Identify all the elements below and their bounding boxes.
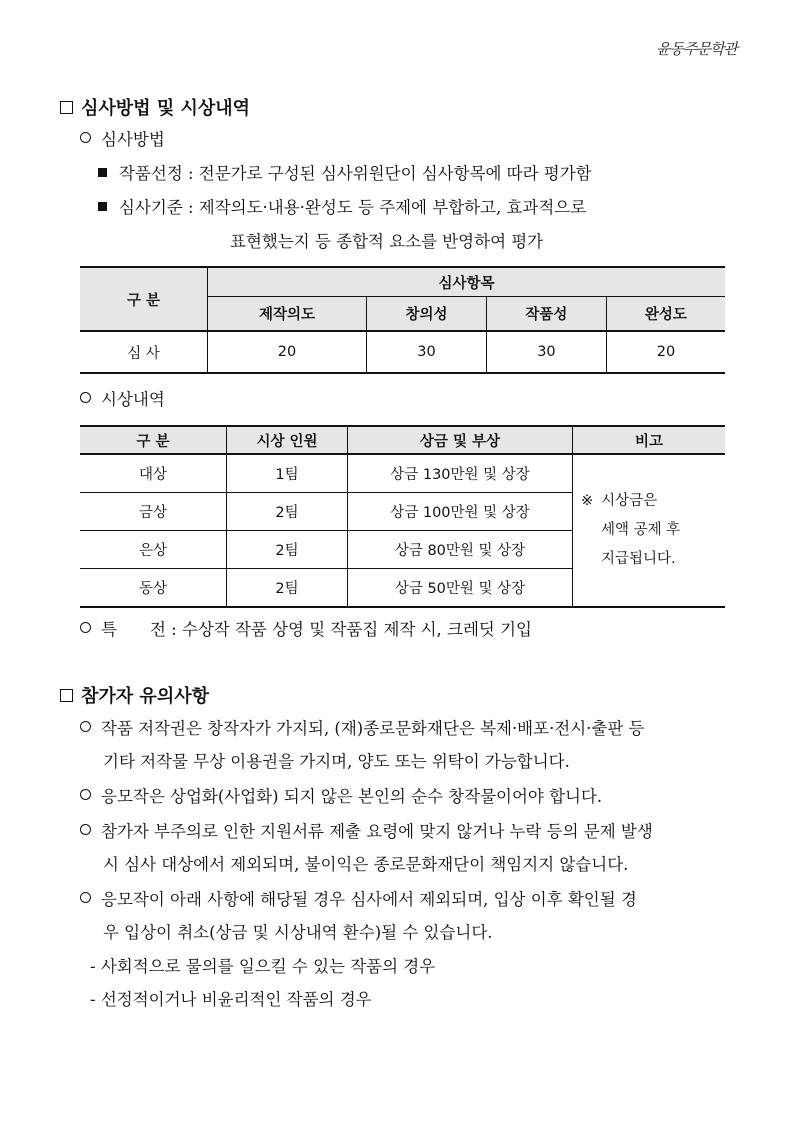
note-p2: 응모작은 상업화(사업화) 되지 않은 본인의 순수 창작물이어야 합니다. [80, 783, 602, 807]
method-heading: 심사방법 [80, 126, 165, 150]
circle-bullet-icon [80, 132, 91, 143]
circle-bullet-icon [80, 824, 91, 835]
note-p3-cont: 시 심사 대상에서 제외되며, 불이익은 종로문화재단이 책임지지 않습니다. [103, 855, 629, 874]
table-header: 비고 [573, 426, 726, 454]
table-header: 구 분 [80, 426, 227, 454]
note-p1: 작품 저작권은 창작자가 가지되, (재)종로문화재단은 복제·배포·전시·출판 등 [80, 715, 645, 739]
circle-bullet-icon [80, 789, 91, 800]
square-bullet-icon [98, 202, 107, 211]
table-cell: 2팀 [227, 569, 348, 608]
note-dash-1: - 사회적으로 물의를 일으킬 수 있는 작품의 경우 [90, 957, 436, 976]
table-header: 제작의도 [208, 297, 367, 332]
method-item-2: 심사기준 : 제작의도·내용·완성도 등 주제에 부합하고, 효과적으로 [98, 194, 586, 218]
table-header: 창의성 [366, 297, 486, 332]
square-bullet-icon [98, 168, 107, 177]
table-cell: 상금 130만원 및 상장 [348, 454, 573, 493]
section-title-judging [60, 94, 250, 120]
judging-criteria-table [80, 266, 725, 374]
table-cell: 2팀 [227, 531, 348, 569]
table-cell: 금상 [80, 493, 227, 531]
table-cell: 동상 [80, 569, 227, 608]
checkbox-icon [60, 101, 73, 114]
table-row [80, 331, 725, 373]
note-p4: 응모작이 아래 사항에 해당될 경우 심사에서 제외되며, 입상 이후 확인될 경 [80, 886, 637, 910]
circle-bullet-icon [80, 721, 91, 732]
table-cell: 상금 50만원 및 상장 [348, 569, 573, 608]
note-dash-2: - 선정적이거나 비윤리적인 작품의 경우 [90, 990, 372, 1009]
table-cell: 상금 80만원 및 상장 [348, 531, 573, 569]
circle-bullet-icon [80, 622, 91, 633]
table-cell: 2팀 [227, 493, 348, 531]
table-row [80, 454, 725, 493]
table-cell: 대상 [80, 454, 227, 493]
note-p1-cont: 기타 저작물 무상 이용권을 가지며, 양도 또는 위탁이 가능합니다. [103, 752, 570, 771]
table-cell: 은상 [80, 531, 227, 569]
section-title-text: 심사방법 및 시상내역 [81, 98, 251, 119]
checkbox-icon [60, 689, 73, 702]
section-title-text: 참가자 유의사항 [81, 686, 209, 707]
note-p3: 참가자 부주의로 인한 지원서류 제출 요령에 맞지 않거나 누락 등의 문제 발생 [80, 818, 653, 842]
method-item-2-cont: 표현했는지 등 종합적 요소를 반영하여 평가 [230, 232, 544, 251]
table-cell: 20 [208, 331, 367, 373]
table-header: 구 분 [80, 267, 208, 331]
table-header: 완성도 [606, 297, 725, 332]
table-cell: 20 [606, 331, 725, 373]
table-cell: 1팀 [227, 454, 348, 493]
awards-heading: 시상내역 [80, 386, 165, 410]
table-cell: 심 사 [80, 331, 208, 373]
table-header: 작품성 [486, 297, 606, 332]
method-item-1: 작품선정 : 전문가로 구성된 심사위원단이 심사항목에 따라 평가함 [98, 160, 592, 184]
circle-bullet-icon [80, 392, 91, 403]
table-cell: 상금 100만원 및 상장 [348, 493, 573, 531]
table-cell: 30 [366, 331, 486, 373]
logo: 윤동주문학관 [656, 40, 737, 58]
benefit-line: 특 전 : 수상작 작품 상영 및 작품집 제작 시, 크레딧 기입 [80, 616, 532, 640]
table-cell: 30 [486, 331, 606, 373]
awards-table [80, 425, 725, 608]
table-header: 상금 및 부상 [348, 426, 573, 454]
table-header: 시상 인원 [227, 426, 348, 454]
circle-bullet-icon [80, 892, 91, 903]
section-title-notes [60, 682, 209, 708]
table-header-group: 심사항목 [208, 267, 726, 297]
awards-note: ※ 시상금은 세액 공제 후 지급됩니다. [573, 454, 726, 607]
note-p4-cont: 우 입상이 취소(상금 및 시상내역 환수)될 수 있습니다. [103, 923, 493, 942]
